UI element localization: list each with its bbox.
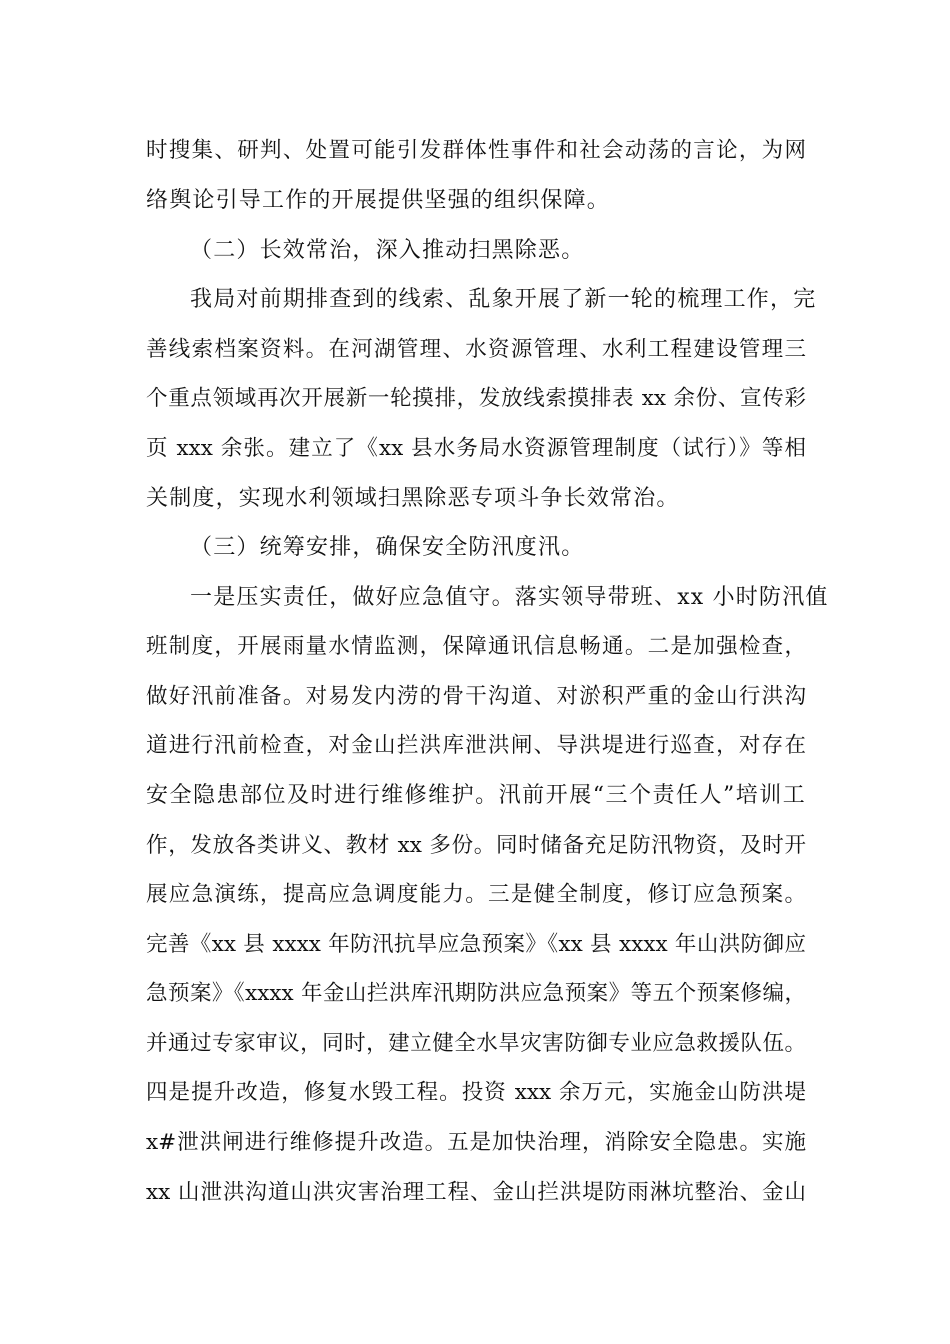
paragraph-line: x#泄洪闸进行维修提升改造。五是加快治理，消除安全隐患。实施 [146, 1130, 806, 1155]
paragraph-line: xx 山泄洪沟道山洪灾害治理工程、金山拦洪堤防雨淋坑整治、金山 [146, 1180, 806, 1205]
paragraph-line: 急预案》《xxxx 年金山拦洪库汛期防洪应急预案》等五个预案修编， [146, 981, 806, 1006]
paragraph-line: 道进行汛前检查，对金山拦洪库泄洪闸、导洪堤进行巡查，对存在 [146, 733, 806, 758]
paragraph-line: 页 xxx 余张。建立了《xx 县水务局水资源管理制度（试行）》等相 [146, 436, 806, 461]
paragraph-line: 我局对前期排查到的线索、乱象开展了新一轮的梳理工作，完 [190, 287, 817, 312]
paragraph-line: 班制度，开展雨量水情监测，保障通讯信息畅通。二是加强检查， [146, 634, 806, 659]
paragraph-line: 络舆论引导工作的开展提供坚强的组织保障。 [146, 188, 611, 213]
paragraph-line: 作，发放各类讲义、教材 xx 多份。同时储备充足防汛物资，及时开 [146, 833, 806, 858]
paragraph-line: 善线索档案资料。在河湖管理、水资源管理、水利工程建设管理三 [146, 337, 806, 362]
paragraph-line: 个重点领域再次开展新一轮摸排，发放线索摸排表 xx 余份、宣传彩 [146, 386, 806, 411]
section-heading: （二）长效常治，深入推动扫黑除恶。 [190, 238, 585, 263]
section-heading: （三）统筹安排，确保安全防汛度汛。 [190, 535, 585, 560]
paragraph-line: 时搜集、研判、处置可能引发群体性事件和社会动荡的言论，为网 [146, 138, 806, 163]
paragraph-line: 一是压实责任，做好应急值守。落实领导带班、xx 小时防汛值 [190, 585, 829, 610]
paragraph-line: 完善《xx 县 xxxx 年防汛抗旱应急预案》《xx 县 xxxx 年山洪防御应 [146, 932, 806, 957]
paragraph-line: 展应急演练，提高应急调度能力。三是健全制度，修订应急预案。 [146, 882, 806, 907]
paragraph-line: 并通过专家审议，同时，建立健全水旱灾害防御专业应急救援队伍。 [146, 1031, 806, 1056]
paragraph-line: 四是提升改造，修复水毁工程。投资 xxx 余万元，实施金山防洪堤 [146, 1080, 806, 1105]
paragraph-line: 关制度，实现水利领域扫黑除恶专项斗争长效常治。 [146, 486, 680, 511]
paragraph-line: 做好汛前准备。对易发内涝的骨干沟道、对淤积严重的金山行洪沟 [146, 684, 806, 709]
paragraph-line: 安全隐患部位及时进行维修维护。汛前开展“三个责任人”培训工 [146, 783, 806, 808]
